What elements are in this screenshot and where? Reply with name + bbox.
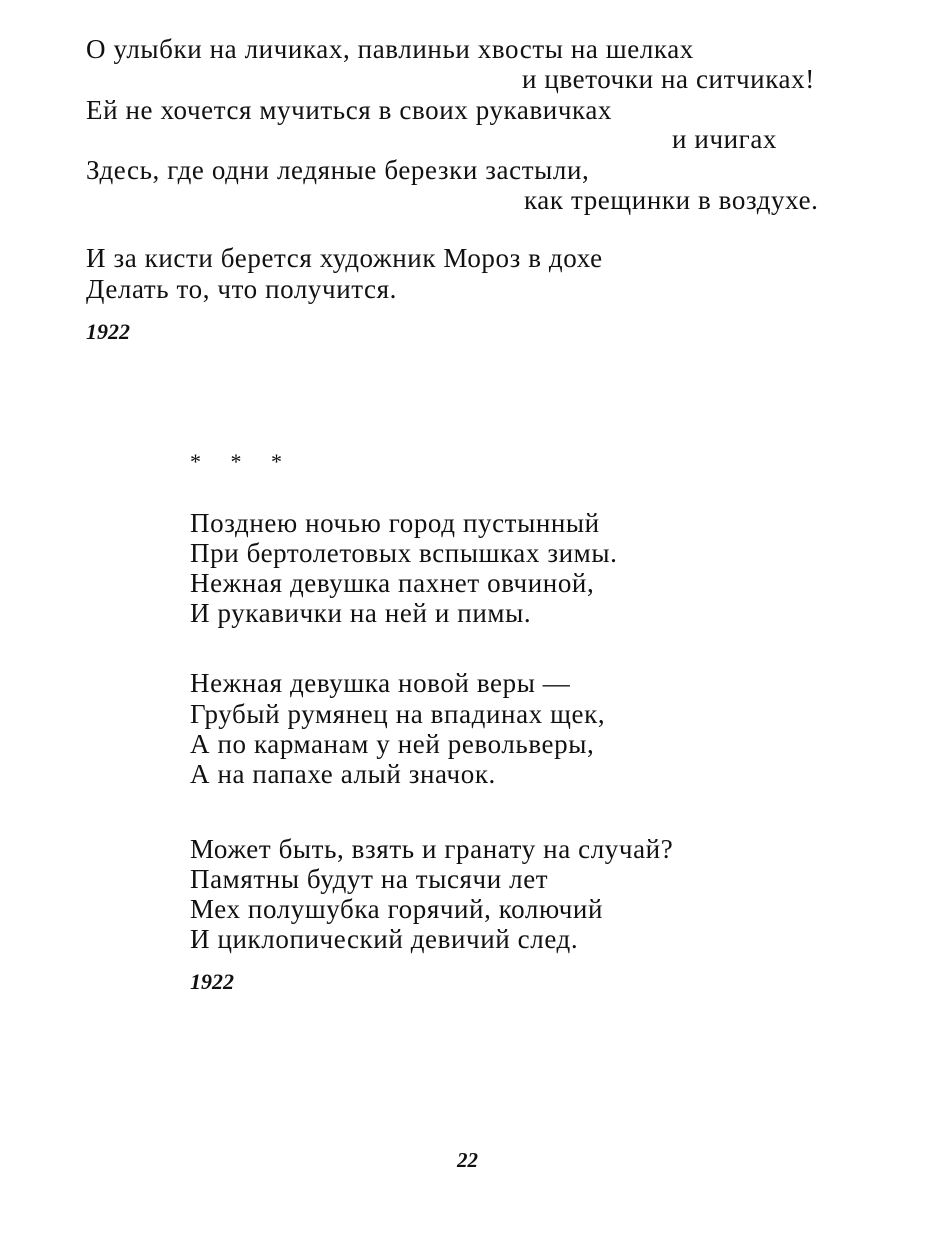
poem-line: как трещинки в воздухе. bbox=[524, 185, 819, 215]
poem-line: Позднею ночью город пустынный bbox=[190, 508, 600, 538]
poem-date: 1922 bbox=[86, 319, 130, 344]
poem-line: О улыбки на личиках, павлиньи хвосты на шелках bbox=[86, 34, 694, 64]
poem-line: И за кисти берется художник Мороз в дохе bbox=[86, 243, 603, 273]
poem-line: Делать то, что получится. bbox=[86, 274, 397, 304]
poem-line: И рукавички на ней и пимы. bbox=[190, 598, 532, 628]
poem-line: Здесь, где одни ледяные березки застыли, bbox=[86, 155, 590, 185]
poem-line: и цветочки на ситчиках! bbox=[522, 64, 815, 94]
poem-line: И циклопический девичий след. bbox=[190, 924, 579, 954]
page-number: 22 bbox=[457, 1148, 478, 1172]
poem-line: Мех полушубка горячий, колючий bbox=[190, 894, 603, 924]
poem-line: А на папахе алый значок. bbox=[190, 759, 496, 789]
poem-line: Памятны будут на тысячи лет bbox=[190, 864, 549, 894]
poem-line: Ей не хочется мучиться в своих рукавичках bbox=[86, 95, 613, 125]
poem-line: При бертолетовых вспышках зимы. bbox=[190, 538, 618, 568]
section-separator: * * * bbox=[190, 449, 294, 474]
poem-date: 1922 bbox=[190, 969, 234, 994]
poem-line: Нежная девушка пахнет овчиной, bbox=[190, 568, 595, 598]
poem-line: Может быть, взять и гранату на случай? bbox=[190, 834, 674, 864]
poem-line: А по карманам у ней револьверы, bbox=[190, 729, 595, 759]
poem-line: и ичигах bbox=[672, 124, 778, 154]
poem-line: Грубый румянец на впадинах щек, bbox=[190, 699, 606, 729]
poem-line: Нежная девушка новой веры — bbox=[190, 668, 571, 698]
